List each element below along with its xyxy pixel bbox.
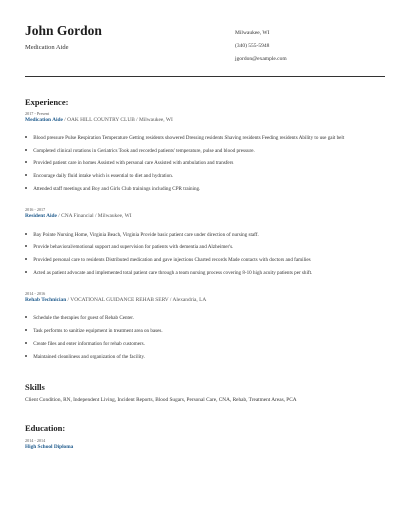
skills-heading: Skills: [25, 382, 45, 392]
job-title: Resident Aide: [25, 213, 57, 219]
education-degree: High School Diploma: [25, 444, 74, 450]
bullet-dot-icon: [25, 329, 27, 331]
job-bullet: Task performs to sanitize equipment in treatment area on bases.: [25, 328, 163, 334]
bullet-dot-icon: [25, 174, 27, 176]
job-bullet: Completed clinical rotations in Geriatrics Took and recorded patients' temperature, pulse and blood pressure.: [25, 148, 255, 154]
job-line: [25, 117, 173, 123]
job-company: / OAK HILL COUNTRY CLUB / Milwaukee, WI: [62, 117, 173, 123]
job-date: 2016 - 2017: [25, 207, 46, 212]
job-bullet: Provide behavioral/emotional support and supervision for patients with dementia and Alzheimer's.: [25, 244, 233, 250]
job-bullet: Encourage daily fluid intake which is essential to diet and hydration.: [25, 173, 173, 179]
job-bullet: Provided patient care in homes Assisted with personal care Assisted with ambulation and transfers: [25, 160, 233, 166]
job-title: Rehab Technician: [25, 297, 67, 303]
bullet-dot-icon: [25, 245, 27, 247]
job-bullet: Attended staff meetings and Boy and Girls Club trainings including CPR training.: [25, 186, 200, 192]
bullet-dot-icon: [25, 271, 27, 273]
contact-location: Milwaukee, WI: [235, 30, 270, 36]
bullet-dot-icon: [25, 316, 27, 318]
job-title: Medication Aide: [25, 117, 63, 123]
header-divider: [25, 76, 385, 77]
bullet-dot-icon: [25, 149, 27, 151]
job-bullet: Schedule the therapies for guest of Rehab Center.: [25, 315, 134, 321]
bullet-dot-icon: [25, 187, 27, 189]
contact-phone: (340) 555-5948: [235, 43, 270, 49]
job-line: [25, 213, 132, 219]
candidate-name: John Gordon: [25, 23, 102, 38]
job-bullet: Maintained cleanliness and organization of the facility.: [25, 354, 145, 360]
job-bullet: Blood pressure Pulse Respiration Temperature Getting residents showered Dressing residents Shaving residents Feeding residents Ability to use gait belt: [25, 135, 344, 141]
contact-email: jgordon@example.com: [235, 56, 287, 62]
education-date: 2014 - 2014: [25, 438, 46, 443]
bullet-dot-icon: [25, 355, 27, 357]
job-date: 2014 - 2016: [25, 291, 46, 296]
job-bullet: Create files and enter information for rehab customers.: [25, 341, 145, 347]
bullet-dot-icon: [25, 233, 27, 235]
bullet-dot-icon: [25, 136, 27, 138]
bullet-dot-icon: [25, 161, 27, 163]
job-company: / VOCATIONAL GUIDANCE REHAB SERV / Alexandria, LA: [66, 297, 207, 303]
job-bullet: Acted as patient advocate and implemented total patient care through a team nursing process covering 8-10 high acuity patients per shift.: [25, 270, 312, 276]
skills-list: Client Condition, RN, Independent Living, Incident Reports, Blood Sugars, Personal Care, CNA, Rehab, Treatment Areas, PCA: [25, 397, 297, 403]
bullet-dot-icon: [25, 258, 27, 260]
bullet-dot-icon: [25, 342, 27, 344]
candidate-role: Medication Aide: [25, 44, 69, 51]
job-bullet: Bay Pointe Nursing Home, Virginia Beach, Virginia Provide basic patient care under direction of nursing staff.: [25, 232, 259, 238]
job-date: 2017 - Present: [25, 111, 50, 116]
experience-heading: Experience:: [25, 97, 69, 107]
job-bullet: Provided personal care to residents Distributed medication and gave injections Charted records Made contacts with doctors and families: [25, 257, 311, 263]
job-line: [25, 297, 206, 303]
job-company: / CNA Financial / Milwaukee, WI: [56, 213, 132, 219]
education-heading: Education:: [25, 423, 66, 433]
